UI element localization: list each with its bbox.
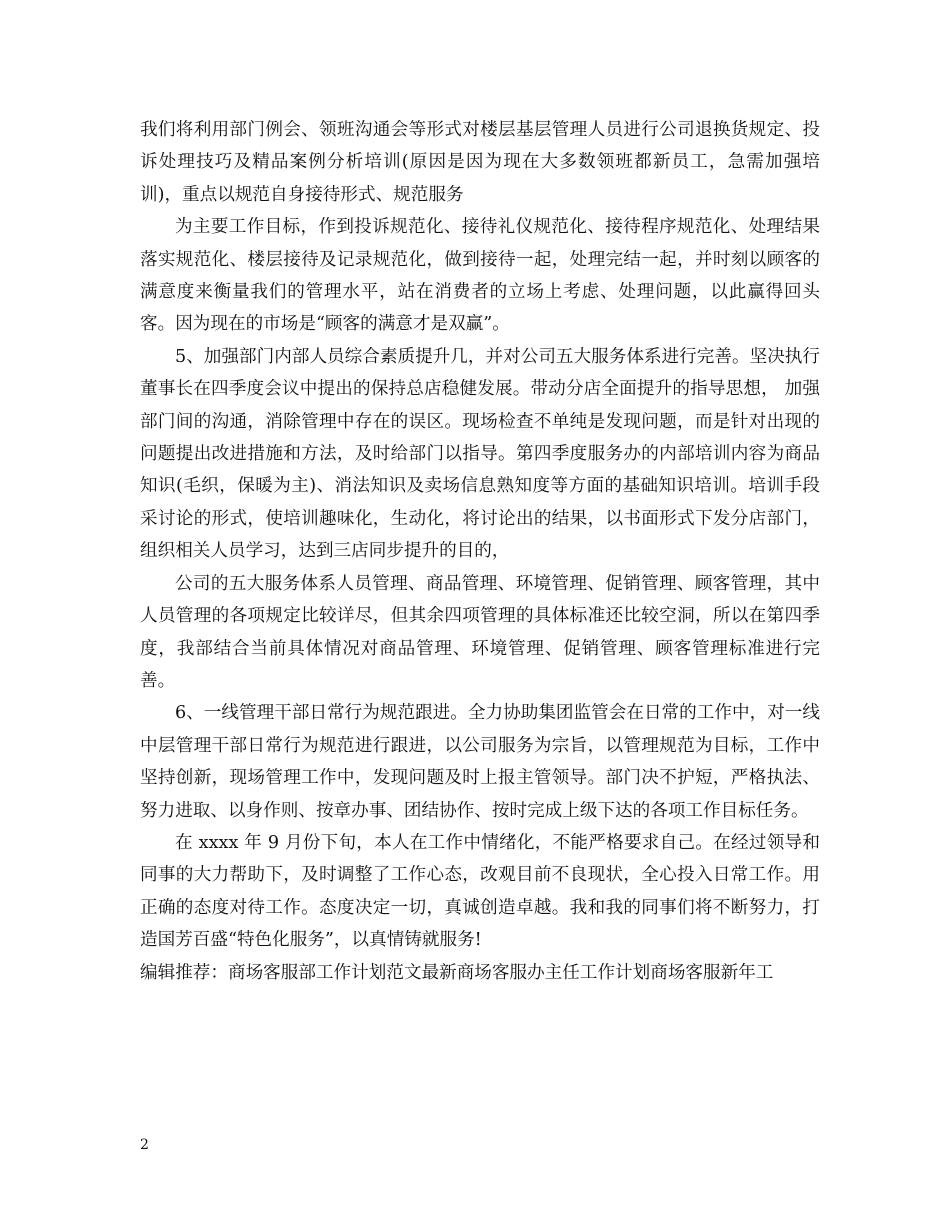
paragraph-service-system: 公司的五大服务体系人员管理、商品管理、环境管理、促销管理、顾客管理，其中人员管理的各项规定比较详尽，但其余四项管理的具体标准还比较空洞，所以在第四季度，我部结合当前具体情况对商品管理、环境管理、促销管理、顾客管理标准进行完善。: [140, 573, 820, 691]
paragraph-work-goals: 为主要工作目标，作到投诉规范化、接待礼仪规范化、接待程序规范化、处理结果落实规范化、楼层接待及记录规范化，做到接待一起，处理完结一起，并时刻以顾客的满意度来衡量我们的管理水平，站在消费者的立场上考虑、处理问题，以此赢得回头客。因为现在的市场是“顾客的满意才是双赢”。: [140, 217, 820, 335]
page-number: 2: [140, 1137, 149, 1153]
paragraph-manager-conduct: 6、一线管理干部日常行为规范跟进。全力协助集团监管会在日常的工作中，对一线中层管理干部日常行为规范进行跟进，以公司服务为宗旨，以管理规范为目标，工作中坚持创新，现场管理工作中，发现问题及时上报主管领导。部门决不护短，严格执法、努力进取、以身作则、按章办事、团结协作、按时完成上级下达的各项工作目标任务。: [140, 703, 820, 821]
paragraph-training-plan: 我们将利用部门例会、领班沟通会等形式对楼层基层管理人员进行公司退换货规定、投诉处理技巧及精品案例分析培训(原因是因为现在大多数领班都新员工，急需加强培训)，重点以规范自身接待形式、规范服务: [140, 120, 820, 205]
editor-recommendation: 编辑推荐：商场客服部工作计划范文最新商场客服办主任工作计划商场客服新年工: [140, 962, 774, 983]
paragraph-staff-quality: 5、加强部门内部人员综合素质提升几，并对公司五大服务体系进行完善。坚决执行董事长在四季度会议中提出的保持总店稳健发展。带动分店全面提升的指导思想， 加强部门间的沟通，消除管理中存在的误区。现场检查不单纯是发现问题，而是针对出现的问题提出改进措施和方法，及时给部门以指导。第四季度服务办的内部培训内容为商品知识(毛织，保暖为主)、消法知识及卖场信息熟知度等方面的基础知识培训。培训手段采讨论的形式，使培训趣味化，生动化，将讨论出的结果，以书面形式下发分店部门，组织相关人员学习，达到三店同步提升的目的，: [140, 346, 820, 562]
paragraph-self-review: 在 xxxx 年 9 月份下旬，本人在工作中情绪化，不能严格要求自己。在经过领导和同事的大力帮助下，及时调整了工作心态，改观目前不良现状，全心投入日常工作。用正确的态度对待工作。态度决定一切，真诚创造卓越。我和我的同事们将不断努力，打造国芳百盛“特色化服务”，以真情铸就服务!: [140, 832, 820, 951]
document-body: [140, 114, 820, 989]
